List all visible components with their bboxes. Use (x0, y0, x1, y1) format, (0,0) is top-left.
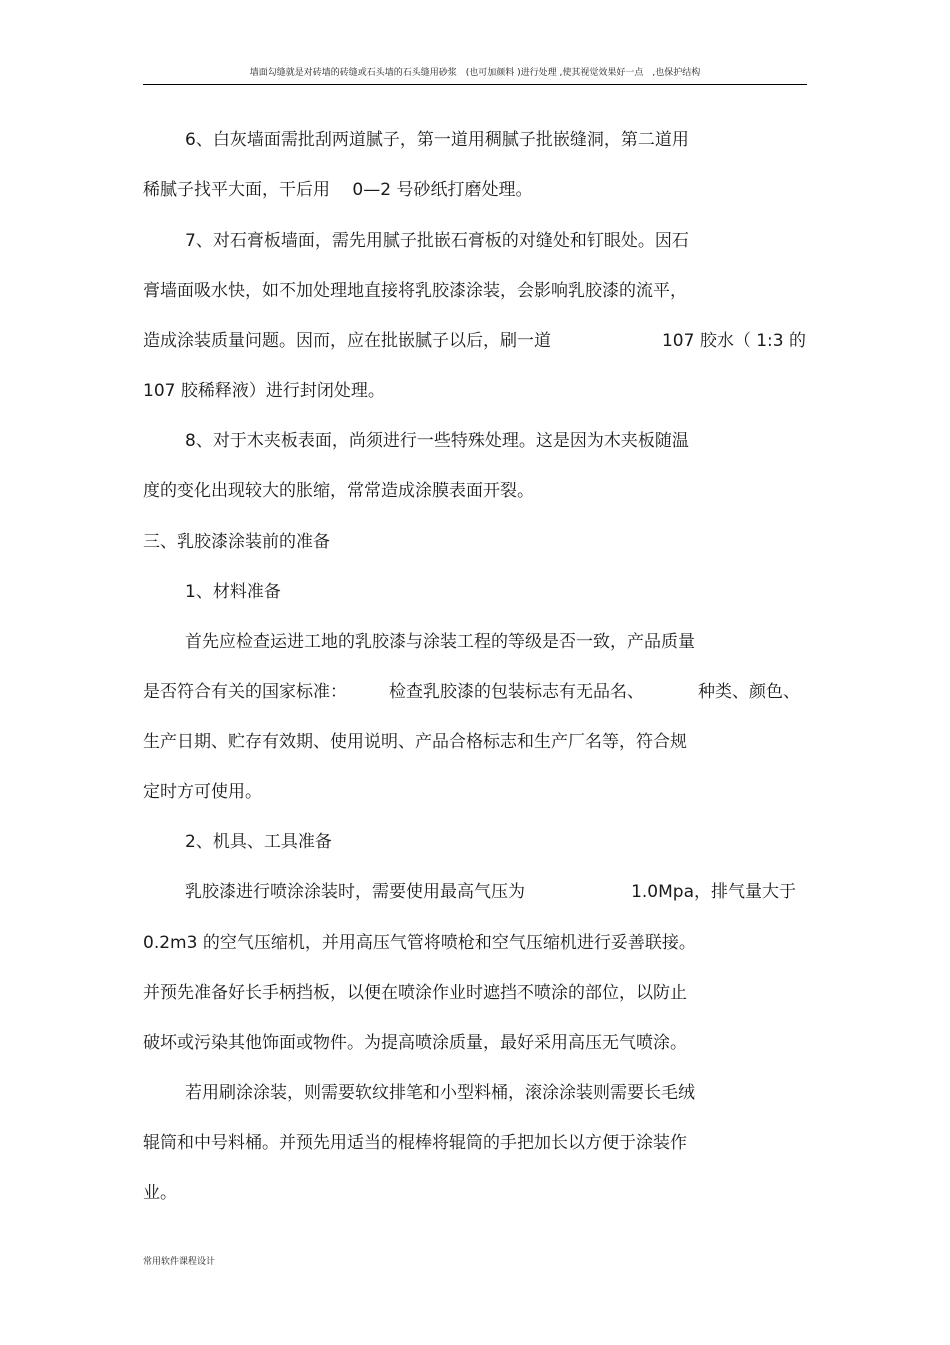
section-heading: 三、乳胶漆涂装前的准备 (143, 532, 330, 552)
paragraph-line: 业。 (143, 1183, 177, 1203)
text-segment: 乳胶漆进行喷涂涂装时，需要使用最高气压为 (185, 882, 525, 902)
paragraph-line: 首先应检查运进工地的乳胶漆与涂装工程的等级是否一致，产品质量 (185, 632, 695, 652)
paragraph-line (143, 329, 806, 353)
paragraph-line: 6、白灰墙面需批刮两道腻子，第一道用稠腻子批嵌缝洞，第二道用 (185, 130, 689, 150)
paragraph-line: 生产日期、贮存有效期、使用说明、产品合格标志和生产厂名等，符合规 (143, 732, 687, 752)
subsection-heading: 1、材料准备 (185, 582, 281, 602)
paragraph-line: 度的变化出现较大的胀缩，常常造成涂膜表面开裂。 (143, 481, 534, 501)
paragraph-line: 稀腻子找平大面，干后用 0—2 号砂纸打磨处理。 (143, 180, 533, 200)
subsection-heading: 2、机具、工具准备 (185, 832, 332, 852)
paragraph-line: 定时方可使用。 (143, 782, 262, 802)
paragraph-line (185, 880, 796, 904)
page-footer: 常用软件课程设计 (143, 1257, 216, 1267)
paragraph-line: 辊筒和中号料桶。并预先用适当的棍棒将辊筒的手把加长以方便于涂装作 (143, 1133, 687, 1153)
text-segment: 107 胶水（ 1:3 的 (661, 331, 806, 351)
paragraph-line (143, 680, 806, 704)
paragraph-line: 0.2m3 的空气压缩机，并用高压气管将喷枪和空气压缩机进行妥善联接。 (143, 933, 696, 953)
paragraph-line: 膏墙面吸水快，如不加处理地直接将乳胶漆涂装，会影响乳胶漆的流平， (143, 281, 687, 301)
paragraph-line: 8、对于木夹板表面，尚须进行一些特殊处理。这是因为木夹板随温 (185, 431, 689, 451)
text-segment: 种类、颜色、 (698, 682, 800, 702)
paragraph-line: 并预先准备好长手柄挡板，以便在喷涂作业时遮挡不喷涂的部位，以防止 (143, 983, 687, 1003)
paragraph-line: 若用刷涂涂装，则需要软纹排笔和小型料桶，滚涂涂装则需要长毛绒 (185, 1083, 695, 1103)
text-segment: 1.0Mpa，排气量大于 (631, 882, 796, 902)
text-segment: 造成涂装质量问题。因而，应在批嵌腻子以后，刷一道 (143, 331, 551, 351)
text-segment: 是否符合有关的国家标准： (143, 682, 347, 702)
paragraph-line: 破坏或污染其他饰面或物件。为提高喷涂质量，最好采用高压无气喷涂。 (143, 1033, 687, 1053)
paragraph-line: 7、对石膏板墙面，需先用腻子批嵌石膏板的对缝处和钉眼处。因石 (185, 231, 689, 251)
page-header: 墙面勾缝就是对砖墙的砖缝或石头墙的石头缝用砂浆 (也可加颜料 )进行处理 ,使其视觉效果好一点 ,也保护结构 (143, 66, 807, 85)
paragraph-line: 107 胶稀释液）进行封闭处理。 (143, 381, 385, 401)
text-segment: 检查乳胶漆的包装标志有无品名、 (389, 682, 644, 702)
